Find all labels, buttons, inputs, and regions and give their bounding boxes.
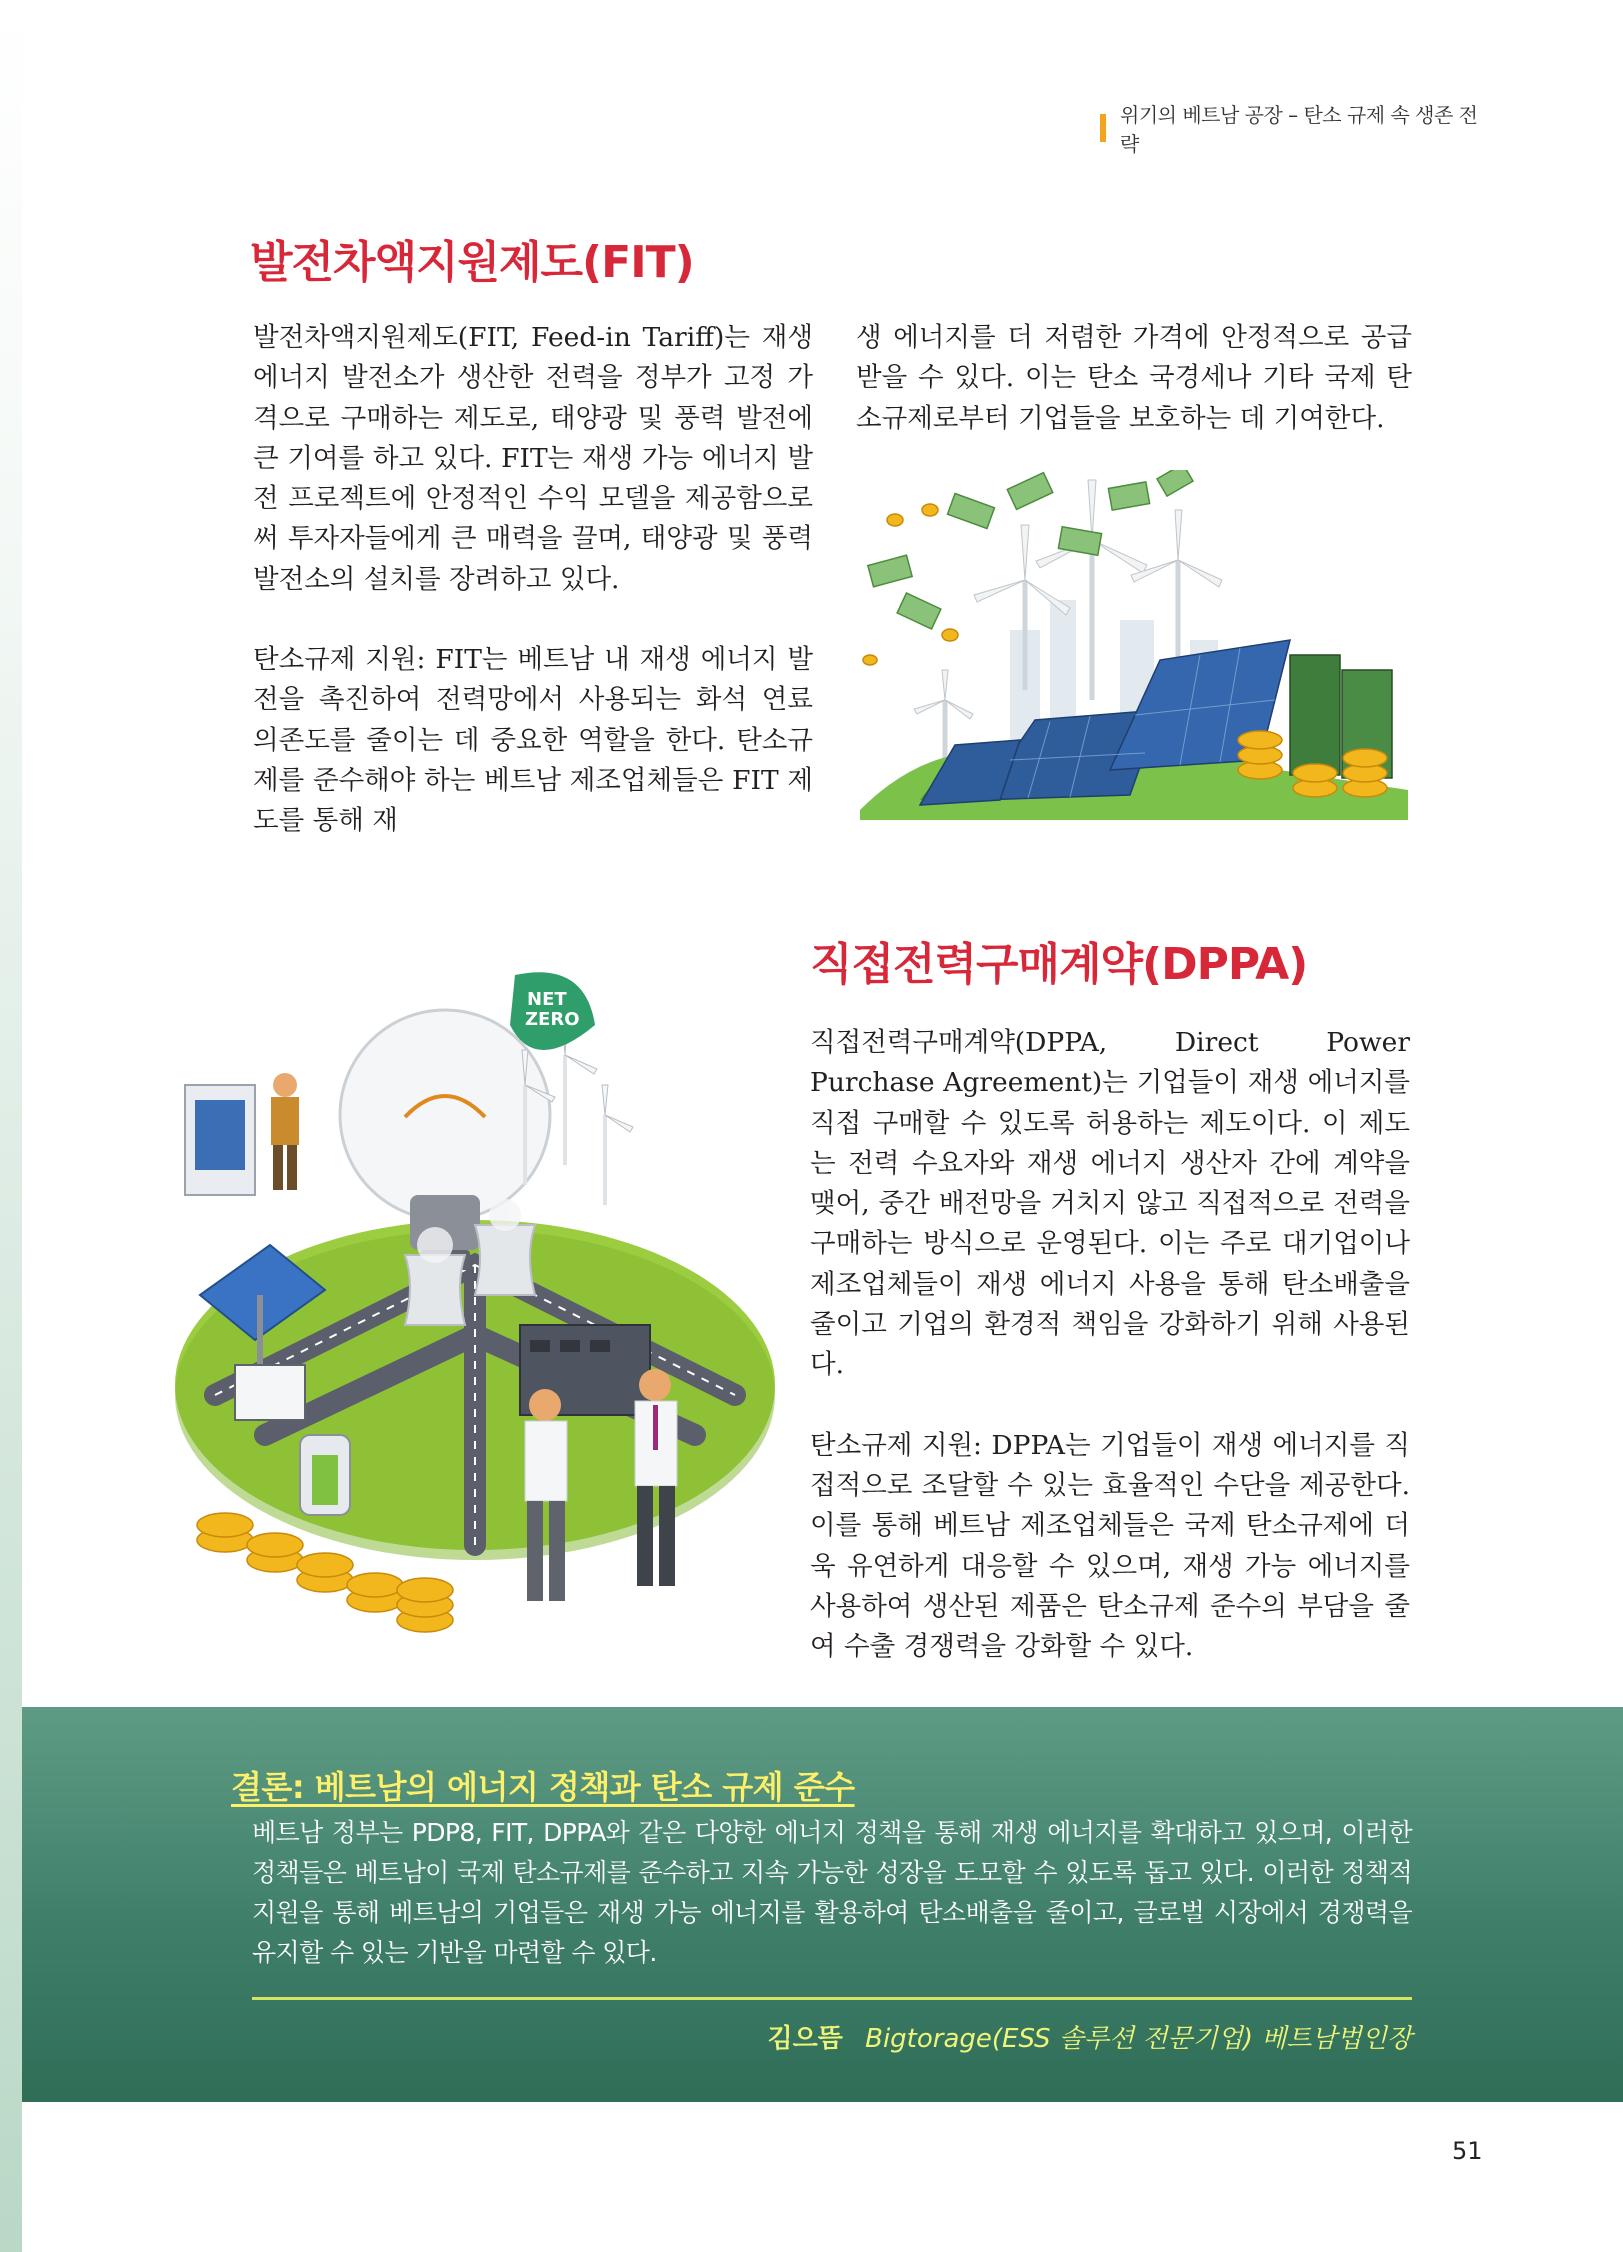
net-zero-badge <box>510 972 595 1050</box>
running-header-title: 위기의 베트남 공장 – 탄소 규제 속 생존 전략 <box>1120 103 1478 156</box>
left-decorative-strip <box>0 0 22 2252</box>
running-header <box>1100 103 1495 156</box>
author-name: 김으뜸 <box>767 2024 843 2054</box>
conclusion-title: 결론: 베트남의 에너지 정책과 탄소 규제 준수 <box>231 1768 855 1806</box>
author-credit <box>767 2018 1412 2055</box>
net-zero-city-illustration <box>175 965 775 1655</box>
fit-paragraph-2-end: 생 에너지를 더 저렴한 가격에 안정적으로 공급받을 수 있다. 이는 탄소 국경세나 기타 국제 탄소규제로부터 기업들을 보호하는 데 기여한다. <box>856 322 1412 434</box>
fit-column-left <box>253 318 813 882</box>
net-zero-badge-line2: ZERO <box>525 1009 580 1030</box>
net-zero-badge-line1: NET <box>527 989 567 1010</box>
dppa-section-title: 직접전력구매계약(DPPA) <box>810 939 1308 990</box>
page-number: 51 <box>1452 2137 1483 2165</box>
dppa-paragraph-1: 직접전력구매계약(DPPA, Direct Power Purchase Agreement)는 기업들이 재생 에너지를 직접 구매할 수 있도록 허용하는 제도이다. 이 제도는 전력 수요자와 재생 에너지 생산자 간에 계약을 맺어, 중간 배전망을 거치지 않고 직접적으로 전력을 구매하는 방식으로 운영된다. 이는 주로 대기업이나 제조업체들이 재생 에너지 사용을 통해 탄소배출을 줄이고 기업의 환경적 책임을 강화하기 위해 사용된다. <box>810 1027 1410 1381</box>
header-accent-bar <box>1100 114 1106 142</box>
fit-section-title: 발전차액지원제도(FIT) <box>250 237 694 288</box>
solar-wind-money-illustration <box>860 470 1408 820</box>
author-affiliation: Bigtorage(ESS 솔루션 전문기업) 베트남법인장 <box>865 2024 1412 2054</box>
dppa-paragraph-2: 탄소규제 지원: DPPA는 기업들이 재생 에너지를 직접적으로 조달할 수 있는 효율적인 수단을 제공한다. 이를 통해 베트남 제조업체들은 국제 탄소규제에 더욱 유연하게 대응할 수 있으며, 재생 가능 에너지를 사용하여 생산된 제품은 탄소규제 준수의 부담을 줄여 수출 경쟁력을 강화할 수 있다. <box>810 1429 1410 1663</box>
conclusion-divider <box>252 1997 1412 2000</box>
dppa-column <box>810 1023 1410 1707</box>
fit-paragraph-2-start: 탄소규제 지원: FIT는 베트남 내 재생 에너지 발전을 촉진하여 전력망에서 사용되는 화석 연료 의존도를 줄이는 데 중요한 역할을 한다. 탄소규제를 준수해야 하는 베트남 제조업체들은 FIT 제도를 통해 재 <box>253 644 813 837</box>
fit-paragraph-1: 발전차액지원제도(FIT, Feed-in Tariff)는 재생 에너지 발전소가 생산한 전력을 정부가 고정 가격으로 구매하는 제도로, 태양광 및 풍력 발전에 큰 기여를 하고 있다. FIT는 재생 가능 에너지 발전 프로젝트에 안정적인 수익 모델을 제공함으로써 투자자들에게 큰 매력을 끌며, 태양광 및 풍력 발전소의 설치를 장려하고 있다. <box>253 322 813 595</box>
fit-column-right <box>856 318 1412 479</box>
conclusion-body: 베트남 정부는 PDP8, FIT, DPPA와 같은 다양한 에너지 정책을 통해 재생 에너지를 확대하고 있으며, 이러한 정책들은 베트남이 국제 탄소규제를 준수하고 지속 가능한 성장을 도모할 수 있도록 돕고 있다. 이러한 정책적 지원을 통해 베트남의 기업들은 재생 가능 에너지를 활용하여 탄소배출을 줄이고, 글로벌 시장에서 경쟁력을 유지할 수 있는 기반을 마련할 수 있다. <box>252 1818 1412 1967</box>
